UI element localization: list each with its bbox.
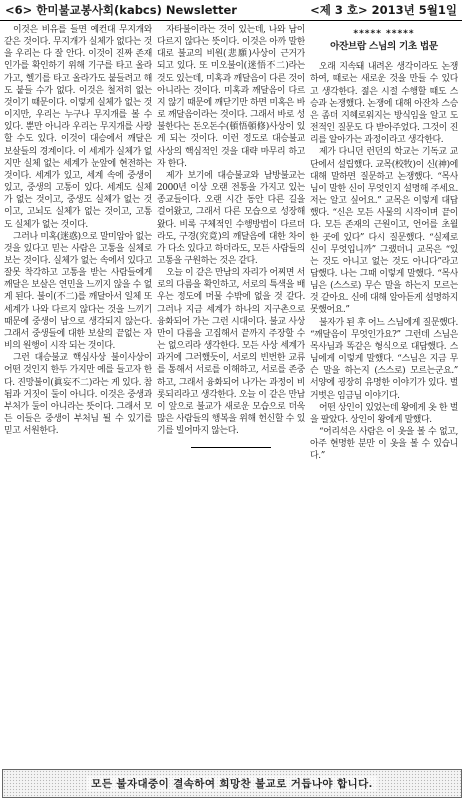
footer-banner (2, 769, 462, 798)
paragraph: 제가 다니던 런던의 학교는 기독교 교단에서 설립했다. 교목(校牧)이 신(神)에 대해 말하면 질문하고 논쟁했다. “목사님이 말한 신이 무엇인지 설명해 주세요. 저는 알고 싶어요.” 교목은 이렇게 대답했다. “신은 모든 사물의 시작이며 끝이다. 모든 존재의 근원이고, 언어를 초월한 곳에 있다” 다시 질문했다. “실제로 신이 무엇입니까” 그랬더니 교목은 “있는 것도 아니고 없는 것도 아니다”라고 답했다. 나는 그때 이렇게 말했다. “목사님은 (스스로) 무슨 말을 하는지 모르는 것 같아요. 신에 대해 알아듣게 설명하지 못했어요.” (310, 147, 458, 316)
paragraph: “어리석은 사람은 이 옷을 볼 수 없고, 아주 현명한 분만 이 옷을 볼 수 있습니다.” (310, 427, 458, 462)
paragraph: 오늘 이 같은 만남의 자리가 어찌면 서로의 다름을 확인하고, 서로의 특색을 배우는 정도에 머물 수밖에 없을 것 같다. 그러나 지금 세계가 하나의 지구촌으로 융화되어 가는 그런 시대이다. 불교 사상만이 다름을 고집해서 끝까지 주장할 수는 없으리라 생각한다. 모든 사상 세계가 과거에 그러했듯이, 서로의 빈번한 교류를 통해서 서로를 이해하고, 서로를 존중하고, 그래서 융화되어 나가는 과정이 비롯되리라고 생각한다. 오늘 이 같은 만남이 앞으로 불교가 새로운 모습으로 더욱 많은 사람들의 행복을 위해 헌신할 수 있기를 빌어마지 않는다. (157, 268, 305, 437)
paragraph: 오래 지속돼 내려온 생각이라도 논쟁하여, 때로는 새로운 것을 만들 수 있다고 생각한다. 젊은 시절 수행할 때도 스승과 논쟁했다. 논쟁에 대해 아잔차 스승은 좀더 지혜로워지는 방식임을 알고 도전적인 질문도 다 받아주었다. 그것이 진리를 알아가는 과정이라고 생각한다. (310, 62, 458, 146)
footer-slogan: 모든 불자대중이 결속하여 희망찬 불교로 거듭나야 합니다. (87, 776, 376, 791)
star-divider: ***** ***** (353, 29, 415, 39)
paragraph: 그러나 미혹(迷惑)으로 말미암아 없는 것을 있다고 믿는 사람은 고통을 실체로 보는 것이다. 실체가 없는 속에서 있다고 잘못 착각하고 고통을 받는 사람들에게 깨달은 보살은 연민을 느끼지 않을 수 없게 된다. 불이(不二)를 깨달아서 일체 또 세계가 나와 다르지 않다는 것을 느끼기 때문에 중생이 남으로 생각되지 않는다. 그래서 중생들에 대한 보살의 끝없는 자비의 원행이 시작 되는 것이다. (4, 231, 152, 352)
article-columns (4, 24, 458, 766)
section-title: 아잔브람 스님의 기초 법문 (330, 41, 438, 53)
newsletter-header (0, 0, 462, 21)
article-end-divider (191, 447, 271, 448)
paragraph: 제가 보기에 대승불교와 남방불교는 2000년 이상 오랜 전통을 가지고 있는 종교들이다. 오랜 시간 동안 다른 길을 걸어왔고, 그래서 다른 모습으로 성장해 왔다. 비록 구체적인 수행방법이 다르더라도, 구경(究竟)의 깨달음에 대한 차이가 다소 있다고 하더라도, 모든 사람들의 고통을 구원하는 것은 같다. (157, 170, 305, 266)
paragraph: 그런 대승불교 핵심사상 불이사상이 어떤 것인지 한두 가지만 예를 들고자 한다. 진망불이(眞妄不二)라는 게 있다. 참됨과 거짓이 둘이 아니다. 이것은 중생과 부처가 둘이 아니라는 뜻이다. 그래서 모든 이들은 중생이 부처님 될 수 있기를 믿고 서원한다. (4, 353, 152, 437)
paragraph: 어떤 상인이 있었는데 왕에게 옷 한 벌을 팔았다. 상인이 왕에게 말했다. (310, 402, 458, 425)
paragraph: 이것은 비유를 들면 예컨대 무지개와 같은 것이다. 무지개가 실체가 없다는 것을 우리는 다 잘 안다. 이것이 진짜 존재인가를 확인하기 위해 기구를 타고 올라가고, 헬기를 타고 올라가도 붙들려고 해도 붙들 수가 없다. 이것은 철저히 없는 것이기 때문이다. 이렇게 실체가 없는 것이지만, 우리는 누구나 무지개를 볼 수 있다. 뿐만 아니라 우리는 무지개를 사랑할 수도 있다. 이것이 대승에서 깨달은 보살들의 경계이다. 이 세계가 실체가 없지만 실체 없는 세계가 눈앞에 현전하는 것이다. 세계가 있고, 세계 속에 중생이 있고, 중생의 고통이 있다. 세계도 실체가 없는 것이고, 중생도 실체가 없는 것이고, 고뇌도 실체가 없는 것이고, 고통도 실체가 없는 것이다. (4, 25, 152, 230)
header-issue-date: <제 3 호> 2013년 5월1일 (310, 3, 457, 17)
column-3 (310, 24, 458, 766)
paragraph: 자타불이라는 것이 있는데, 나와 남이 다르지 않다는 뜻이다. 이것은 아까 말한 대로 불교의 비원(悲願)사상이 근거가 되고 있다. 또 미오불이(迷悟不二)라는 것도 있는데, 미혹과 깨달음이 다른 것이 아니라는 것이다. 미혹과 깨달음이 다르지 않기 때문에 깨닫기만 하면 미혹은 바로 깨달음이라는 것이다. 그래서 바로 성불한다는 돈오돈수(頓悟頓修)사상이 있게 되는 것이다. 이런 정도로 대승불교 사상의 핵심적인 것을 대략 마무리 하고자 한다. (157, 25, 305, 169)
header-newsletter-title: <6> 한미불교봉사회(kabcs) Newsletter (5, 3, 237, 17)
column-1 (4, 24, 152, 766)
column-2 (157, 24, 305, 766)
paragraph: 불자가 된 후 어느 스님에게 질문했다. “깨달음이 무엇인가요?” 그런데 스님은 목사님과 똑같은 형식으로 대답했다. 스님에게 이렇게 말했다. “스님은 지금 무슨 말을 하는지 (스스로) 모르는군요.” 서양에 굉장히 유명한 이야기가 있다. 벌거벗은 임금님 이야기다. (310, 317, 458, 401)
section-heading (310, 28, 458, 53)
